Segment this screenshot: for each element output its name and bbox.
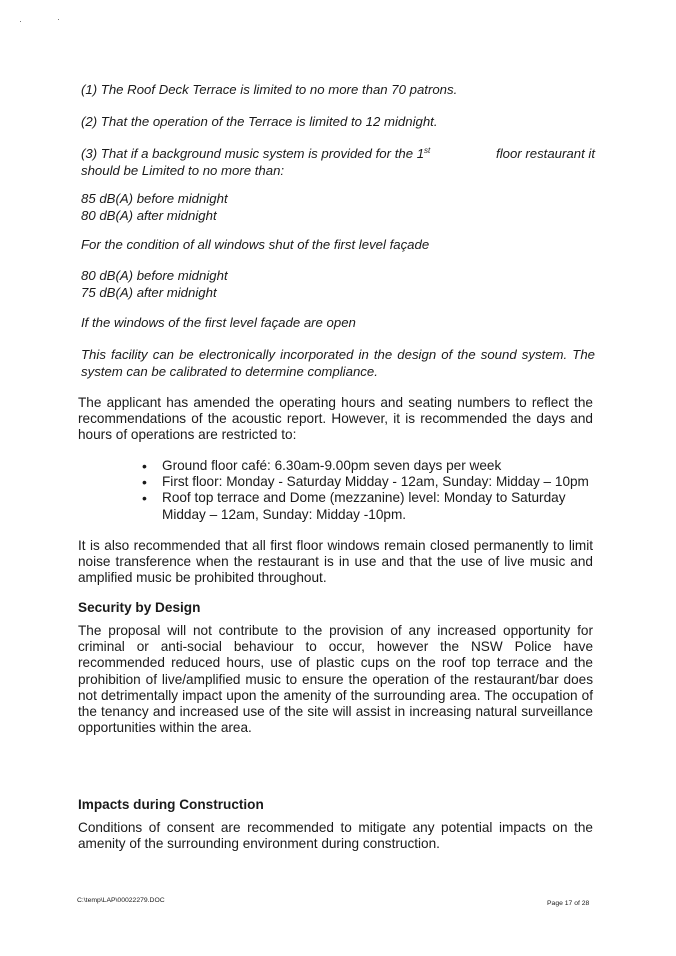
facility-note: This facility can be electronically incorporated in the design of the sound system. The system can be calibrated to determine compliance. (81, 347, 595, 379)
level-before-midnight: 85 dB(A) before midnight (81, 191, 228, 206)
level-before-midnight: 80 dB(A) before midnight (81, 268, 228, 283)
security-paragraph: The proposal will not contribute to the provision of any increased opportunity for criminal or anti-social behaviour to occur, however the NSW Police have recommended reduced hours, use of plastic cups on the roof top terrace and the prohibition of live/amplified music to ensure the operation of the restaurant/bar does not detrimentally impact upon the amenity of the surrounding area. The occupation of the tenancy and increased use of the site will assist in increasing natural surveillance opportunities within the area. (78, 623, 593, 736)
security-heading: Security by Design (78, 600, 201, 615)
list-item: • Roof top terrace and Dome (mezzanine) level: Monday to Saturday Midday – 12am, Sunday: Midday -10pm. (142, 490, 597, 522)
condition-3-text-end: floor restaurant it (496, 146, 595, 161)
condition-3-line1 (81, 146, 595, 163)
construction-heading: Impacts during Construction (78, 797, 264, 812)
condition-3-text: (3) That if a background music system is provided for the 1 (81, 146, 425, 161)
scan-speck (20, 21, 21, 22)
hours-list (142, 458, 597, 523)
windows-shut-condition: For the condition of all windows shut of the first level façade (81, 237, 430, 252)
condition-1: (1) The Roof Deck Terrace is limited to no more than 70 patrons. (81, 82, 458, 97)
condition-3-superscript: st (424, 146, 431, 155)
scan-speck (58, 19, 59, 20)
level-after-midnight: 75 dB(A) after midnight (81, 284, 217, 300)
sound-level-list-1 (81, 191, 228, 224)
condition-3 (81, 146, 595, 179)
sound-level-list-2 (81, 268, 228, 301)
condition-3-line2: should be Limited to no more than: (81, 162, 285, 178)
windows-open-condition: If the windows of the first level façade are open (81, 315, 356, 330)
list-item: • Ground floor café: 6.30am-9.00pm seven days per week (142, 458, 597, 474)
hours-paragraph: The applicant has amended the operating hours and seating numbers to reflect the recommendations of the acoustic report. However, it is recommended the days and hours of operations are restricted to: (78, 395, 593, 443)
footer-file-path: C:\temp\LAP\00022279.DOC (77, 897, 165, 904)
windows-paragraph: It is also recommended that all first floor windows remain closed permanently to limit noise transference when the restaurant is in use and that the use of live music and amplified music be prohibited throughout. (78, 538, 593, 586)
level-after-midnight: 80 dB(A) after midnight (81, 207, 217, 223)
list-item: • First floor: Monday - Saturday Midday - 12am, Sunday: Midday – 10pm (142, 474, 597, 490)
condition-2: (2) That the operation of the Terrace is limited to 12 midnight. (81, 114, 438, 129)
footer-page-number: Page 17 of 28 (547, 900, 590, 907)
construction-paragraph: Conditions of consent are recommended to mitigate any potential impacts on the amenity of the surrounding environment during construction. (78, 820, 593, 852)
